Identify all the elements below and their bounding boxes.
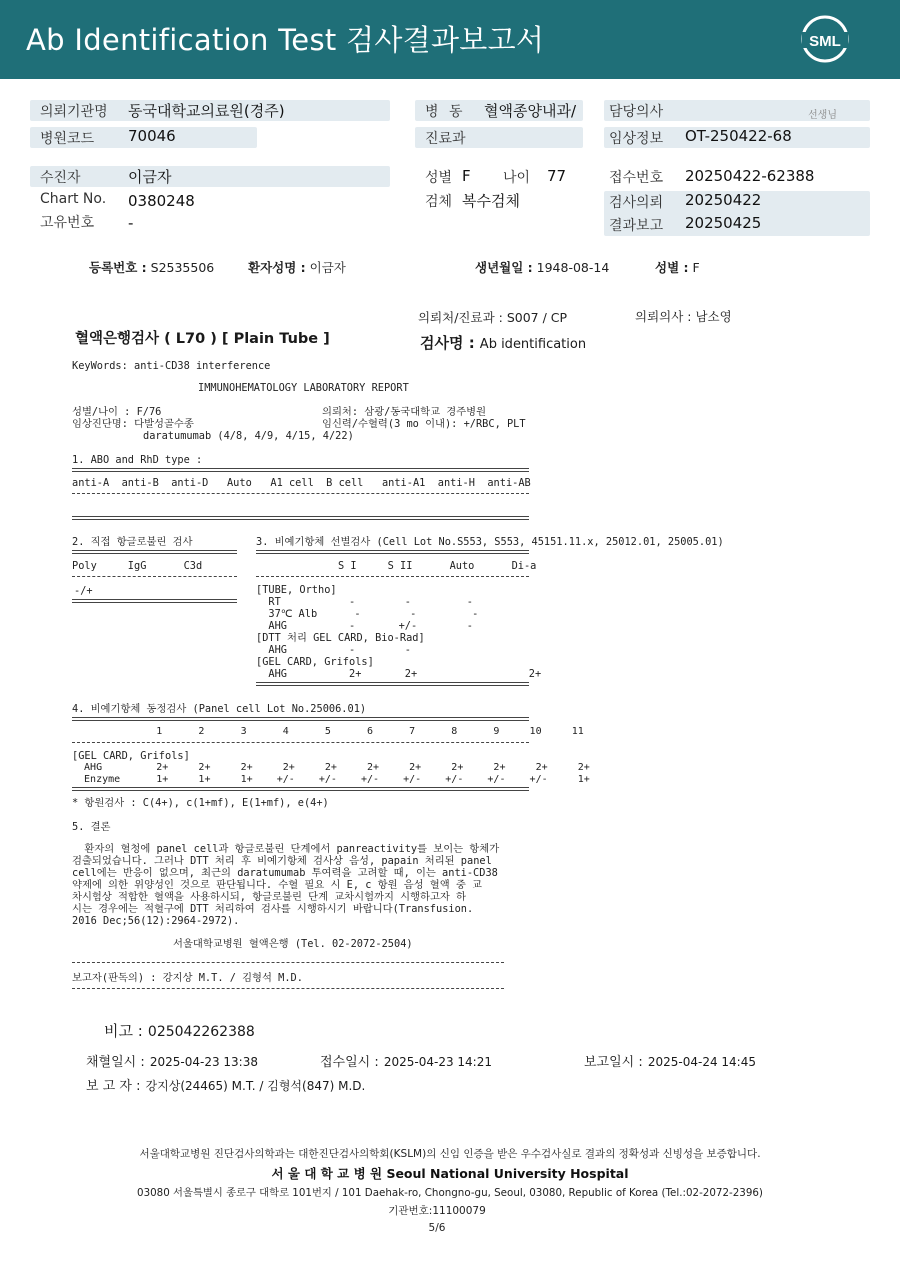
report-time-value: 2025-04-24 14:45 [647,1055,756,1069]
receive-value: 2025-04-23 14:21 [383,1055,492,1069]
sec3-row: AHG 2+ 2+ 2+ [256,668,542,680]
doctor-value: 선생님 [808,110,837,121]
test-name-value: Ab identification [479,337,587,352]
line-preg: 임신력/수혈력(3 mo 이내): +/RBC, PLT [322,418,526,430]
hospital-address: 03080 서울특별시 종로구 대학로 101번지 / 101 Daehak-ro, Chongno-gu, Seoul, 03080, Republic of Korea (Tel.:02-2072-2396) [137,1187,763,1199]
conclusion-line: 검출되었습니다. 그러나 DTT 처리 후 비예기항체 검사상 음성, papain 처리된 panel [72,855,492,867]
clinical-label: 임상정보 [609,131,664,147]
request-label: 검사의뢰 [609,195,664,211]
report-value: 20250425 [685,214,762,232]
conclusion-line: 환자의 혈청에 panel cell과 항글로불린 단계에서 panreactivity를 보이는 항체가 [72,843,500,855]
age-value: 77 [547,167,567,185]
antigen-line: * 항원검사 : C(4+), c(1+mf), E(1+mf), e(4+) [72,797,329,809]
reporter-line: 보고자(판독의) : 강지상 M.T. / 김형석 M.D. [72,972,303,984]
conclusion-line: 약제에 의한 위양성인 것으로 판단됩니다. 수혈 필요 시 E, c 항원 음성 혈액 중 교 [72,879,482,891]
institution-number: 기관번호:11100079 [388,1205,486,1217]
patient-label: 수진자 [40,170,81,186]
hospital-value: 동국대학교의료원(경주) [128,102,285,120]
conclusion-line: 차시험상 적합한 혈액을 사용하시되, 항글로불린 단계 교차시험까지 시행하고자 하 [72,891,466,903]
chart-label: Chart No. [40,191,107,207]
reporter-value: 강지상(24465) M.T. / 김형석(847) M.D. [145,1079,366,1093]
receive-label: 접수일시 : [320,1055,379,1070]
age-label: 나이 [503,170,531,186]
sec3-row: [TUBE, Ortho] [256,584,337,596]
divider [72,988,504,989]
request-value: 20250422 [685,191,762,209]
specimen-label: 검체 [425,194,453,210]
svg-text:SML: SML [809,33,841,50]
sec2-value: -/+ [74,585,93,597]
conclusion-line: 시는 경우에는 적혈구에 DTT 처리하여 검사를 시행하시기 바랍니다(Transfusion. [72,903,474,915]
sex2-value: F [692,260,700,275]
hospital-name: 서 울 대 학 교 병 원 Seoul National University Hospital [271,1166,629,1181]
sec5-title: 5. 결론 [72,821,111,833]
sec3-row: 37℃ Alb - - - [256,608,479,620]
divider [72,787,529,791]
sec3-row: AHG - - [256,644,411,656]
divider [72,493,529,494]
report-time-label: 보고일시 : [584,1055,643,1070]
line-dx: 임상진단명: 다발성골수종 [72,418,194,430]
request-doctor: 의뢰의사 : 남소영 [635,309,732,324]
name-label: 환자성명 : [248,260,306,275]
line-sex-age: 성별/나이 : F/76 [72,406,162,418]
code-value: 70046 [128,127,176,145]
ward-value: 혈액종양내과/ [484,102,576,120]
note-label: 비고 : [104,1022,143,1040]
divider [72,576,237,577]
sex2-label: 성별 : [655,260,689,275]
dob-label: 생년월일 : [475,260,533,275]
line-dara: daratumumab (4/8, 4/9, 4/15, 4/22) [143,430,354,442]
collect-value: 2025-04-23 13:38 [149,1055,258,1069]
divider [256,550,529,554]
divider [72,599,237,603]
page-number: 5/6 [428,1222,446,1234]
divider [72,742,529,743]
reg-label: 등록번호 : [89,260,147,275]
clinical-value: OT-250422-68 [685,127,792,145]
reporter-label: 보 고 자 : [86,1079,141,1094]
uid-label: 고유번호 [40,215,95,231]
dob-value: 1948-08-14 [536,260,610,275]
test-title: 혈액은행검사 ( L70 ) [ Plain Tube ] [75,331,330,347]
divider [256,682,529,686]
code-label: 병원코드 [40,131,95,147]
sec3-row: [GEL CARD, Grifols] [256,656,374,668]
lab-title: IMMUNOHEMATOLOGY LABORATORY REPORT [198,382,409,394]
info-bar [30,166,390,187]
note-value: 025042262388 [147,1024,255,1040]
conclusion-line: 2016 Dec;56(12):2964-2972). [72,915,240,927]
sec2-header: Poly IgG C3d [72,560,203,572]
doctor-label: 담당의사 [609,104,664,120]
sec4-header: 1 2 3 4 5 6 7 8 9 10 11 [72,726,584,737]
sex-label: 성별 [425,170,453,186]
receipt-value: 20250422-62388 [685,167,815,185]
line-refer: 의뢰처: 삼광/동국대학교 경주병원 [322,406,487,418]
divider [72,717,529,721]
bloodbank-tel: 서울대학교병원 혈액은행 (Tel. 02-2072-2504) [173,938,413,950]
certification-note: 서울대학교병원 진단검사의학과는 대한진단검사의학회(KSLM)의 신임 인증을 받은 우수검사실로 결과의 정확성과 신빙성을 보증합니다. [139,1148,761,1160]
chart-value: 0380248 [128,192,195,210]
sec1-title: 1. ABO and RhD type : [72,454,203,466]
collect-label: 채혈일시 : [86,1055,145,1070]
uid-value: - [128,214,134,232]
divider [72,516,529,520]
dept-label: 진료과 [425,131,466,147]
name-value: 이금자 [309,260,346,275]
sec1-header: anti-A anti-B anti-D Auto A1 cell B cell anti-A1 anti-H anti-AB [72,477,531,489]
hospital-label: 의뢰기관명 [40,104,108,120]
sec4-title: 4. 비예기항체 동정검사 (Panel cell Lot No.25006.01) [72,703,367,715]
keywords: KeyWords: anti-CD38 interference [72,360,271,372]
sec3-row: AHG - +/- - [256,620,473,632]
request-dept: 의뢰처/진료과 : S007 / CP [418,310,568,325]
report-title: Ab Identification Test 검사결과보고서 [26,23,545,57]
divider [72,468,529,472]
sec2-title: 2. 직접 항글로불린 검사 [72,536,193,548]
divider [72,962,504,963]
divider [256,576,529,577]
reg-value: S2535506 [150,260,215,275]
sec4-row: AHG 2+ 2+ 2+ 2+ 2+ 2+ 2+ 2+ 2+ 2+ 2+ [72,762,590,773]
sml-logo [800,14,850,64]
sex-value: F [462,167,471,185]
sec3-title: 3. 비예기항체 선별검사 (Cell Lot No.S553, S553, 45151.11.x, 25012.01, 25005.01) [256,536,724,548]
sec3-row: [DTT 처리 GEL CARD, Bio-Rad] [256,632,425,644]
sec4-row: [GEL CARD, Grifols] [72,750,190,762]
sec3-header: S I S II Auto Di-a [338,560,537,572]
receipt-label: 접수번호 [609,170,664,186]
test-name-label: 검사명 : [420,334,475,352]
sec4-row: Enzyme 1+ 1+ 1+ +/- +/- +/- +/- +/- +/- +/- 1+ [72,774,590,785]
divider [72,550,237,554]
specimen-value: 복수검체 [462,192,520,210]
patient-value: 이금자 [128,168,172,186]
ward-label: 병 동 [425,104,463,120]
sec3-row: RT - - - [256,596,473,608]
report-label: 결과보고 [609,218,664,234]
conclusion-line: cell에는 반응이 없으며, 최근의 daratumumab 투여력을 고려할 때, 이는 anti-CD38 [72,867,498,879]
